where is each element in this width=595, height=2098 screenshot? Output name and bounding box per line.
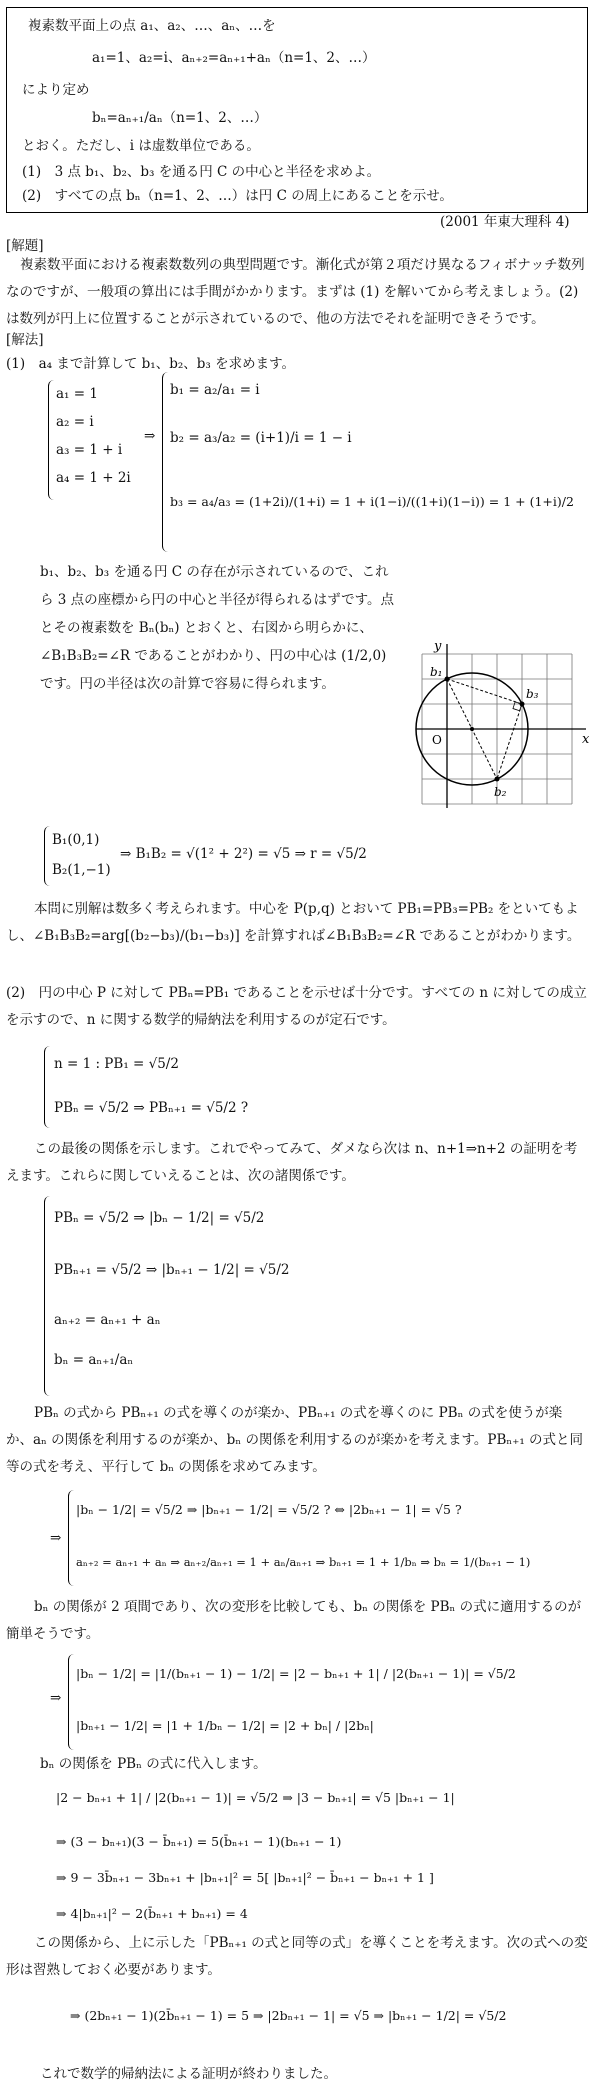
b2-label: b₂	[494, 785, 507, 799]
problem-line1: 複素数平面上の点 a₁、a₂、…、aₙ、…を	[28, 18, 276, 34]
implies-arrow: ⇒	[144, 428, 156, 444]
relation-4: bₙ = aₙ₊₁/aₙ	[54, 1352, 134, 1368]
problem-q1: (1) 3 点 b₁、b₂、b₃ を通る円 C の中心と半径を求めよ。	[22, 164, 381, 180]
circle-paragraph: b₁、b₂、b₃ を通る円 C の存在が示されているので、これら 3 点の座標から円の中心と半径が得られるはずです。点とその複素数を Bₙ(bₙ) とおくと、右図から明らかに、∠B₁B₃B₂=∠R であることがわかり、円の中心は (1/2,0) です。円の半径は次の計算で容易に得られます。	[40, 564, 394, 692]
a4-eq: a₄ = 1 + 2i	[56, 470, 131, 486]
sys1-line-a: |bₙ − 1/2| = √5/2 ⇒ |bₙ₊₁ − 1/2| = √5/2 ? ⇔ |2bₙ₊₁ − 1| = √5 ?	[76, 1502, 462, 1517]
induction-brace	[44, 1046, 51, 1128]
b-points-brace	[44, 826, 51, 886]
relation-1: PBₙ = √5/2 ⇒ |bₙ − 1/2| = √5/2	[54, 1210, 265, 1226]
sys1-line-b: aₙ₊₂ = aₙ₊₁ + aₙ ⇒ aₙ₊₂/aₙ₊₁ = 1 + aₙ/aₙ₊₁ ⇒ bₙ₊₁ = 1 + 1/bₙ ⇒ bₙ = 1/(bₙ₊₁ − 1)	[76, 1555, 531, 1569]
kaiho-heading: [解法]	[6, 332, 44, 348]
chain-line-3: ⇒ 9 − 3b̄ₙ₊₁ − 3bₙ₊₁ + |bₙ₊₁|² = 5[ |bₙ₊₁|² − b̄ₙ₊₁ − bₙ₊₁ + 1 ]	[56, 1870, 434, 1885]
b3-eq: b₃ = a₄/a₃ = (1+2i)/(1+i) = 1 + i(1−i)/((1+i)(1−i)) = 1 + (1+i)/2	[170, 494, 574, 509]
point-b1	[445, 677, 450, 682]
origin-label: O	[432, 733, 442, 747]
y-axis-label: y	[434, 640, 442, 654]
bn-relation-paragraph: bₙ の関係が 2 項間であり、次の変形を比較しても、bₙ の関係を PBₙ の式に適用するのが簡単そうです。	[6, 1599, 582, 1642]
point-B2: B₂(1,−1)	[52, 862, 111, 878]
sys1-arrow: ⇒	[50, 1530, 62, 1546]
problem-bn-def: bₙ=aₙ₊₁/aₙ（n=1、2、…）	[92, 110, 268, 126]
radius-equation: ⇒ B₁B₂ = √(1² + 2²) = √5 ⇒ r = √5/2	[120, 846, 367, 862]
relation-derivation-paragraph: この関係から、上に示した「PBₙ₊₁ の式と同等の式」を導くことを考えます。次の式への変形は習熟しておく必要があります。	[6, 1935, 588, 1978]
sys2-line-a: |bₙ − 1/2| = |1/(bₙ₊₁ − 1) − 1/2| = |2 − bₙ₊₁ + 1| / |2(bₙ₊₁ − 1)| = √5/2	[76, 1666, 516, 1681]
kaidai-paragraph: 複素数平面における複素数数列の典型問題です。漸化式が第２項だけ異なるフィボナッチ数列なのですが、一般項の算出には手間がかかります。まずは (1) を解いてから考えましょう。(2) は数列が円上に位置することが示されているので、他の方法でそれを証明できそうです。	[6, 257, 585, 327]
problem-recurrence: a₁=1、a₂=i、aₙ₊₂=aₙ₊₁+aₙ（n=1、2、…）	[92, 50, 376, 66]
relation-3: aₙ₊₂ = aₙ₊₁ + aₙ	[54, 1312, 161, 1328]
center-p	[470, 727, 474, 731]
a1-eq: a₁ = 1	[56, 386, 98, 402]
chain-line-4: ⇒ 4|bₙ₊₁|² − 2(b̄ₙ₊₁ + bₙ₊₁) = 4	[56, 1906, 248, 1921]
problem-line5: とおく。ただし、i は虚数単位である。	[22, 138, 260, 154]
choice-paragraph: PBₙ の式から PBₙ₊₁ の式を導くのが楽か、PBₙ₊₁ の式を導くのに PBₙ の式を使うが楽か、aₙ の関係を利用するのが楽か、bₙ の関係を利用するのが楽かを考えます。PBₙ₊₁ の式と同等の式を考え、平行して bₙ の関係を求めてみます。	[6, 1405, 584, 1475]
sys1-brace	[68, 1490, 75, 1586]
problem-q2: (2) すべての点 bₙ（n=1、2、…）は円 C の周上にあることを示せ。	[22, 188, 453, 204]
segment-b1b3	[447, 679, 522, 704]
problem-line3: により定め	[22, 82, 90, 98]
last-relation-paragraph: この最後の関係を示します。これでやってみて、ダメなら次は n、n+1⇒n+2 の証明を考えます。これらに関していえることは、次の諸関係です。	[6, 1141, 578, 1184]
relation-2: PBₙ₊₁ = √5/2 ⇒ |bₙ₊₁ − 1/2| = √5/2	[54, 1262, 290, 1278]
kaidai-heading: [解題]	[6, 238, 44, 254]
part1-intro: (1) a₄ まで計算して b₁、b₂、b₃ を求めます。	[6, 356, 296, 372]
sys2-brace	[68, 1654, 75, 1750]
relations-brace	[44, 1196, 51, 1396]
chain-line-1: |2 − bₙ₊₁ + 1| / |2(bₙ₊₁ − 1)| = √5/2 ⇒ |3 − bₙ₊₁| = √5 |bₙ₊₁ − 1|	[56, 1790, 455, 1805]
b-list-brace	[162, 372, 169, 552]
point-B1: B₁(0,1)	[52, 832, 100, 848]
sys2-line-b: |bₙ₊₁ − 1/2| = |1 + 1/bₙ − 1/2| = |2 + bₙ| / |2bₙ|	[76, 1718, 374, 1733]
induction-base: n = 1 : PB₁ = √5/2	[54, 1056, 179, 1072]
a3-eq: a₃ = 1 + i	[56, 442, 123, 458]
point-b3	[520, 702, 525, 707]
substitute-text: bₙ の関係を PBₙ の式に代入します。	[40, 1756, 267, 1772]
b1-eq: b₁ = a₂/a₁ = i	[170, 382, 260, 398]
alt-method-paragraph: 本問に別解は数多く考えられます。中心を P(p,q) とおいて PB₁=PB₃=PB₂ をといてもよし、∠B₁B₃B₂=arg[(b₂−b₃)/(b₁−b₃)] を計算すれば∠B₁B₃B₂=∠R であることがわかります。	[6, 901, 581, 944]
x-axis-label: x	[582, 732, 590, 747]
segment-b3b2	[497, 704, 522, 779]
part2-intro: (2) 円の中心 P に対して PBₙ=PB₁ であることを示せば十分です。すべての n に対しての成立を示すので、n に関する数学的帰納法を利用するのが定石です。	[6, 985, 587, 1028]
conclusion-text: これで数学的帰納法による証明が終わりました。	[40, 2066, 337, 2082]
b2-eq: b₂ = a₃/a₂ = (i+1)/i = 1 − i	[170, 430, 352, 446]
circle-figure	[410, 640, 590, 810]
problem-source: (2001 年東大理科 4)	[440, 214, 570, 230]
a-list-brace	[48, 380, 55, 500]
point-b2	[495, 777, 500, 782]
induction-step: PBₙ = √5/2 ⇒ PBₙ₊₁ = √5/2 ?	[54, 1100, 249, 1116]
final-equation: ⇒ (2bₙ₊₁ − 1)(2b̄ₙ₊₁ − 1) = 5 ⇒ |2bₙ₊₁ − 1| = √5 ⇒ |bₙ₊₁ − 1/2| = √5/2	[70, 2008, 507, 2023]
sys2-arrow: ⇒	[50, 1690, 62, 1706]
b1-label: b₁	[430, 665, 443, 679]
a2-eq: a₂ = i	[56, 414, 94, 430]
b3-label: b₃	[526, 687, 539, 701]
chain-line-2: ⇒ (3 − bₙ₊₁)(3 − b̄ₙ₊₁) = 5(b̄ₙ₊₁ − 1)(bₙ₊₁ − 1)	[56, 1834, 342, 1849]
